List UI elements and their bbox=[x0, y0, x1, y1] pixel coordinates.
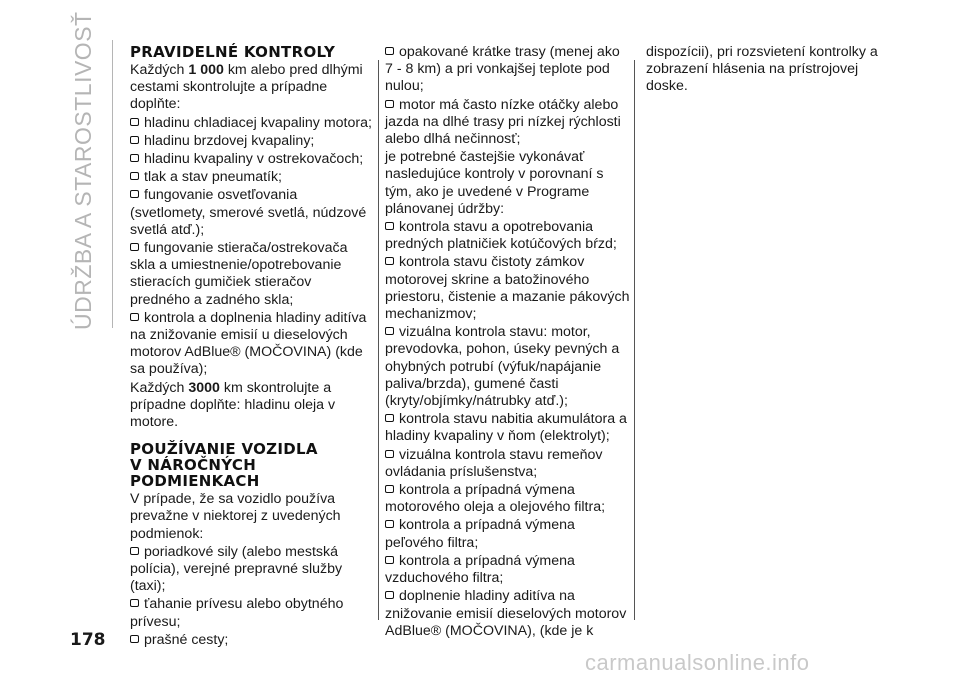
checklist-item-text: ťahanie prívesu alebo obytného prívesu; bbox=[130, 596, 344, 630]
checkbox-bullet-icon bbox=[130, 635, 139, 643]
column-3 bbox=[646, 44, 891, 97]
section-title-vertical: ÚDRŽBA A STAROSTLIVOSŤ bbox=[70, 11, 96, 330]
checklist-item-text: kontrola a prípadná výmena vzduchového filtra; bbox=[385, 552, 575, 587]
intro-text: km alebo pred dlhými cestami skontrolujte a prípadne doplňte: bbox=[130, 62, 363, 113]
checkbox-bullet-icon bbox=[130, 547, 139, 555]
checklist-1 bbox=[130, 115, 375, 379]
checklist-item-text: motor má často nízke otáčky alebo jazda na dlhé trasy pri nízkej rýchlosti alebo dlhá nečinnosť; bbox=[385, 96, 621, 148]
checklist-item bbox=[385, 254, 630, 323]
checklist-item bbox=[130, 169, 375, 186]
checklist-item bbox=[385, 97, 630, 149]
checklist-item-text: kontrola a prípadná výmena peľového filtra; bbox=[385, 517, 575, 551]
checkbox-bullet-icon bbox=[130, 136, 139, 144]
checkbox-bullet-icon bbox=[130, 190, 139, 198]
checklist-item-text: kontrola a doplnenia hladiny aditíva na znižovanie emisií u dieselových motorov AdBlue® (MOČOVINA) (kde sa používa); bbox=[130, 309, 367, 378]
checklist-item bbox=[130, 115, 375, 132]
checklist-item bbox=[130, 240, 375, 309]
checklist-item-text: tlak a stav pneumatík; bbox=[144, 169, 283, 186]
checklist-4 bbox=[385, 219, 630, 640]
heading-line: V NÁROČNÝCH bbox=[130, 456, 257, 475]
checklist-item bbox=[130, 187, 375, 239]
intro-text: km skontrolujte a prípadne doplňte: hladinu oleja v motore. bbox=[130, 379, 336, 431]
checkbox-bullet-icon bbox=[385, 414, 394, 422]
checklist-item bbox=[385, 219, 630, 253]
column-divider bbox=[378, 60, 379, 620]
checklist-2 bbox=[130, 544, 375, 649]
checklist-item-text: hladinu kvapaliny v ostrekovačoch; bbox=[144, 151, 364, 168]
intro-km-value: 3000 bbox=[188, 379, 220, 396]
heading-severe-conditions bbox=[130, 441, 375, 489]
checkbox-bullet-icon bbox=[385, 222, 394, 230]
checklist-item bbox=[130, 310, 375, 379]
heading-regular-checks: PRAVIDELNÉ KONTROLY bbox=[130, 43, 336, 61]
checklist-item bbox=[130, 544, 375, 596]
checklist-item bbox=[385, 324, 630, 410]
intro-paragraph-2 bbox=[130, 380, 375, 432]
column-2 bbox=[385, 44, 630, 641]
intro-paragraph-1 bbox=[130, 62, 375, 114]
checklist-3 bbox=[385, 44, 630, 148]
checklist-item-text: poriadkové sily (alebo mestská polícia), verejné prepravné služby (taxi); bbox=[130, 543, 343, 595]
checklist-item-text: vizuálna kontrola stavu: motor, prevodovka, pohon, úseky pevných a ohybných potrubí (výfuk/napájanie paliva/brzda), gumené časti (kryty/objímky/nátrubky atď.); bbox=[385, 324, 620, 410]
checkbox-bullet-icon bbox=[385, 257, 394, 265]
checkbox-bullet-icon bbox=[130, 313, 139, 321]
checklist-item bbox=[385, 411, 630, 445]
checklist-item-text: vizuálna kontrola stavu remeňov ovládania príslušenstva; bbox=[385, 446, 603, 480]
checkbox-bullet-icon bbox=[385, 485, 394, 493]
checkbox-bullet-icon bbox=[385, 327, 394, 335]
column-divider bbox=[634, 60, 635, 620]
heading-line: PODMIENKACH bbox=[130, 472, 260, 491]
checkbox-bullet-icon bbox=[130, 118, 139, 126]
page-number: 178 bbox=[70, 630, 106, 650]
intro-text: Každých bbox=[130, 62, 189, 78]
checkbox-bullet-icon bbox=[130, 243, 139, 251]
checklist-item bbox=[385, 44, 630, 96]
checklist-item bbox=[130, 133, 375, 150]
checklist-item bbox=[385, 517, 630, 551]
intro-text: Každých bbox=[130, 379, 189, 396]
checklist-item bbox=[385, 553, 630, 587]
checklist-item-text: hladinu chladiacej kvapaliny motora; bbox=[144, 114, 372, 131]
checkbox-bullet-icon bbox=[385, 556, 394, 564]
checkbox-bullet-icon bbox=[385, 591, 394, 599]
checklist-item-text: opakované krátke trasy (menej ako 7 - 8 km) a pri vonkajšej teplote pod nulou; bbox=[385, 44, 620, 95]
watermark-text: carmanualsonline.info bbox=[585, 650, 810, 675]
checkbox-bullet-icon bbox=[385, 520, 394, 528]
heading-line: POUŽÍVANIE VOZIDLA bbox=[130, 440, 318, 459]
mid-paragraph: je potrebné častejšie vykonávať nasledujúce kontroly v porovnaní s tým, ako je uvedené v Programe plánovanej údržby: bbox=[385, 149, 604, 217]
checklist-item-text: kontrola stavu nabitia akumulátora a hladiny kvapaliny v ňom (elektrolyt); bbox=[385, 411, 627, 445]
continued-paragraph: dispozícii), pri rozsvietení kontrolky a zobrazení hlásenia na prístrojovej doske. bbox=[646, 44, 878, 95]
checkbox-bullet-icon bbox=[385, 100, 394, 108]
checklist-item bbox=[130, 596, 375, 630]
checklist-item bbox=[130, 151, 375, 168]
intro-paragraph-3: V prípade, že sa vozidlo používa prevažne v niektorej z uvedených podmienok: bbox=[130, 491, 341, 542]
checkbox-bullet-icon bbox=[130, 154, 139, 162]
checkbox-bullet-icon bbox=[130, 172, 139, 180]
checklist-item-text: hladinu brzdovej kvapaliny; bbox=[144, 132, 315, 149]
checklist-item-text: kontrola a prípadná výmena motorového oleja a olejového filtra; bbox=[385, 482, 606, 516]
checklist-item bbox=[130, 632, 375, 649]
checklist-item-text: prašné cesty; bbox=[144, 631, 229, 648]
checklist-item bbox=[385, 588, 630, 640]
checkbox-bullet-icon bbox=[385, 47, 394, 55]
checklist-item bbox=[385, 482, 630, 516]
section-divider bbox=[112, 40, 113, 328]
checklist-item bbox=[385, 447, 630, 481]
checklist-item-text: doplnenie hladiny aditíva na znižovanie emisií dieselových motorov AdBlue® (MOČOVINA), (kde je k bbox=[385, 588, 627, 639]
column-1 bbox=[130, 44, 375, 650]
checklist-item-text: kontrola stavu a opotrebovania predných platničiek kotúčových bŕzd; bbox=[385, 219, 617, 253]
checklist-item-text: fungovanie stierača/ostrekovača skla a umiestnenie/opotrebovanie stieracích gumičiek stieračov predného a zadného skla; bbox=[130, 240, 348, 308]
intro-km-value: 1 000 bbox=[188, 62, 224, 78]
checklist-item-text: kontrola stavu čistoty zámkov motorovej skrine a batožinového priestoru, čistenie a mazanie pákových mechanizmov; bbox=[385, 254, 630, 323]
checklist-item-text: fungovanie osvetľovania (svetlomety, smerové svetlá, núdzové svetlá atď.); bbox=[130, 187, 367, 238]
checkbox-bullet-icon bbox=[130, 599, 139, 607]
checkbox-bullet-icon bbox=[385, 450, 394, 458]
